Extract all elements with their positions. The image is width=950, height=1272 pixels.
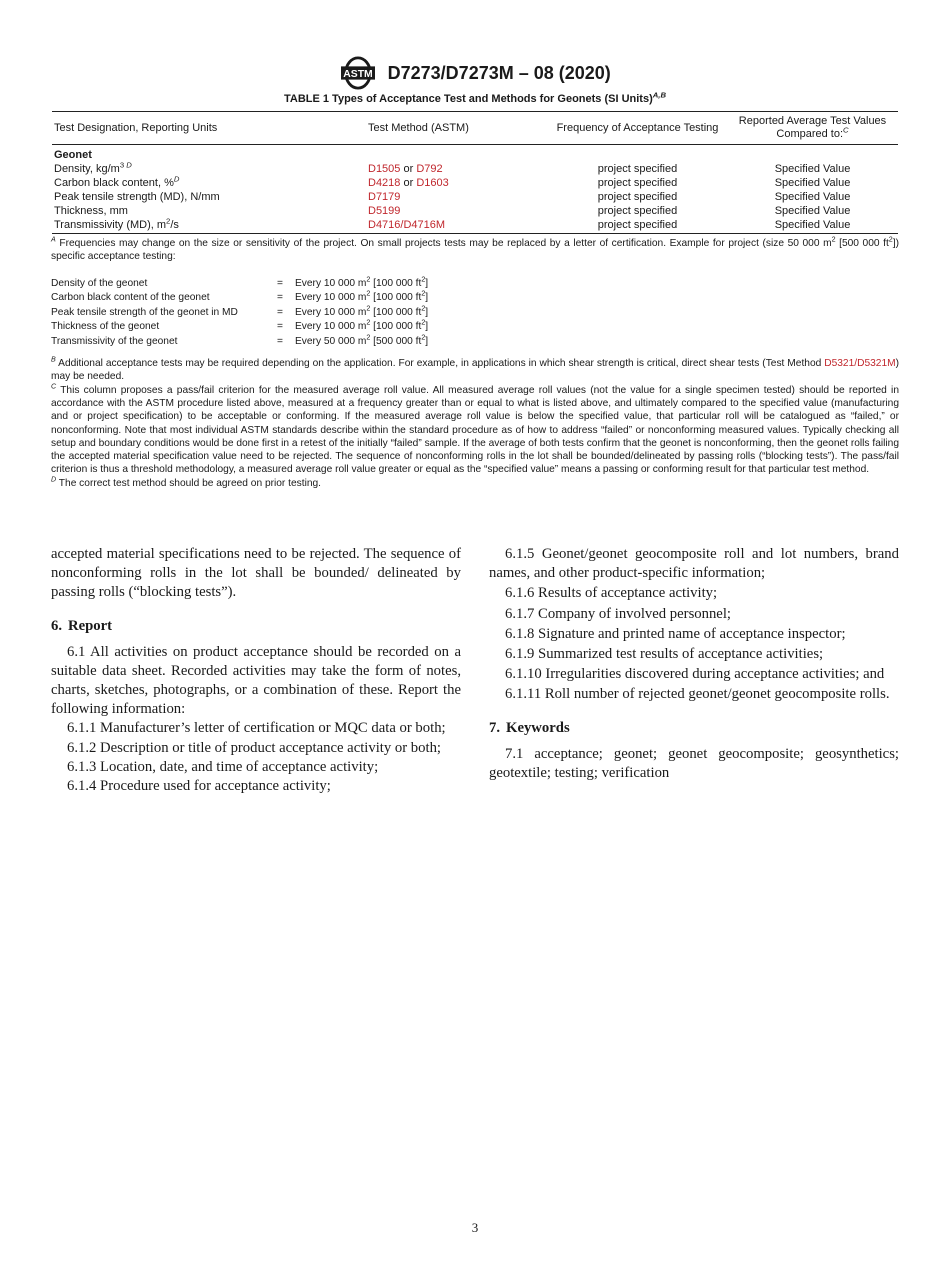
table-row: Density, $kg/m^3$ $^D$ D1505 or D792 project specified Specified Value	[54, 160, 851, 176]
section-heading: 6. Report	[51, 617, 113, 634]
table-group-label: Geonet	[54, 149, 92, 162]
list-item: 6.1.10 Irregularities discovered during acceptance activities; and	[505, 666, 885, 683]
table-row: Carbon black content, %$^D$ D4218 or D1603 project specified Specified Value	[54, 174, 851, 190]
list-item: 6.1.11 Roll number of rejected geonet/geonet geocomposite rolls.	[505, 686, 890, 703]
table-footnotes	[51, 237, 899, 490]
list-item: Thickness of the geonet = Every 10 000 $m^2$ [100 000 $ft^2$]	[51, 318, 429, 333]
method-link[interactable]: D5321/D5321M	[824, 358, 896, 370]
column-header: Reported Average Test Values Compared to:$^C$	[727, 112, 898, 145]
astm-logo-icon	[339, 56, 377, 90]
method-link[interactable]: D4716/D4716M	[368, 219, 446, 232]
paragraph: 6.1 All activities on product acceptance should be recorded on a suitable data sheet. Recorded activities may take the form of notes, charts, sketches, photographs, or a combination of these. Report the following information:	[51, 643, 461, 718]
page-number: 3	[471, 1220, 479, 1235]
body-column-left	[51, 545, 461, 796]
table-row: Transmissivity (MD), $m^2/s$ D4716/D4716M project specified Specified Value	[52, 218, 898, 234]
column-header: Test Designation, Reporting Units	[52, 112, 366, 145]
body-column-right	[489, 545, 899, 783]
table-row: Peak tensile strength (MD), N/mm D7179 project specified Specified Value	[54, 191, 851, 204]
list-item: 6.1.2 Description or title of product acceptance activity or both;	[67, 739, 442, 756]
list-item: 6.1.5 Geonet/geonet geocomposite roll and lot numbers, brand names, and other product-specific information;	[489, 546, 899, 582]
list-item: Carbon black content of the geonet = Every 10 000 $m^2$ [100 000 $ft^2$]	[51, 289, 429, 304]
svg-text:ASTM: ASTM	[343, 68, 373, 80]
paragraph: accepted material specifications need to be rejected. The sequence of nonconforming rolls in the lot shall be bounded/ delineated by passing rolls (“blocking tests”).	[51, 546, 461, 601]
method-link[interactable]: D5199	[368, 205, 401, 218]
list-item: 6.1.9 Summarized test results of acceptance activities;	[505, 646, 824, 663]
method-link[interactable]: D1505	[368, 163, 401, 176]
footnote-a: $^A$ Frequencies may change on the size or sensitivity of the project. On small projects tests may be replaced by a letter of certification. Example for project (size 50 000 $m^2$ [500 000 $ft^2$]) specific acceptance testing:	[51, 235, 899, 263]
column-header: Frequency of Acceptance Testing	[548, 112, 727, 145]
list-item: 6.1.4 Procedure used for acceptance activity;	[67, 778, 331, 795]
list-item: 6.1.3 Location, date, and time of acceptance activity;	[67, 758, 379, 775]
table-row: Thickness, mm D5199 project specified Specified Value	[54, 205, 851, 218]
list-item: Density of the geonet = Every 10 000 $m^2$ [100 000 $ft^2$]	[51, 275, 429, 289]
footnote-d: $^D$ The correct test method should be agreed on prior testing.	[51, 475, 321, 489]
list-item: 6.1.6 Results of acceptance activity;	[505, 585, 718, 602]
table-header-row	[52, 112, 898, 145]
footnote-c: $^C$ This column proposes a pass/fail criterion for the measured average roll value. All measured average roll values (not the value for a single specimen tested) should be reported in accordance with the ASTM procedure listed above, measured at a frequency greater than or equal to what is listed above, and ultimately compared to the specified value (manufacturing and or project specification) to be acceptable or conforming. If the measured average roll value is below the specified value, that particular roll will be catalogued as “failed,” or nonconforming. Note that most individual ASTM standards describe within the standard procedure as of how to address “failed” or nonconforming measured values. Typically checking all setup and boundary conditions would be done first in a retest of the initially “failed” sample. If the average of both tests confirm that the geonet is nonconforming, then the geonet rolls failing the accepted material specification value need to be rejected. The sequence of nonconforming rolls in the lot shall be bounded/delineated by passing rolls (“blocking tests”). The pass/fail criterion is thus a threshold methodology, a measured average roll value greater or equal as the “specified value” means a passing or conforming result for that particular test method.	[51, 382, 899, 476]
table-title: TABLE 1 Types of Acceptance Test and Methods for Geonets (SI Units)$^{A,B}$	[283, 90, 666, 105]
page-header	[0, 56, 950, 90]
method-link[interactable]: D1603	[416, 177, 449, 190]
footnote-b: $^B$ Additional acceptance tests may be required depending on the application. For example, in applications in which shear strength is critical, direct shear tests (Test Method D5321/D5321M) may be needed.	[51, 355, 899, 383]
method-link[interactable]: D7179	[368, 191, 401, 204]
list-item: 6.1.7 Company of involved personnel;	[505, 605, 731, 622]
column-header: Test Method (ASTM)	[366, 112, 548, 145]
list-item: Peak tensile strength of the geonet in MD = Every 10 000 $m^2$ [100 000 $ft^2$]	[51, 304, 429, 318]
list-item: Transmissivity of the geonet = Every 50 000 $m^2$ [500 000 $ft^2$]	[51, 333, 429, 347]
paragraph: 7.1 acceptance; geonet; geonet geocomposite; geosynthetics; geotextile; testing; verification	[489, 745, 899, 781]
section-heading: 7. Keywords	[489, 719, 570, 736]
method-link[interactable]: D4218	[368, 177, 401, 190]
method-link[interactable]: D792	[416, 163, 443, 176]
frequency-example-table	[51, 277, 428, 350]
acceptance-test-table	[52, 111, 898, 234]
document-designation: D7273/D7273M – 08 (2020)	[387, 62, 611, 83]
list-item: 6.1.8 Signature and printed name of acceptance inspector;	[505, 625, 846, 642]
list-item: 6.1.1 Manufacturer’s letter of certification or MQC data or both;	[67, 720, 446, 737]
